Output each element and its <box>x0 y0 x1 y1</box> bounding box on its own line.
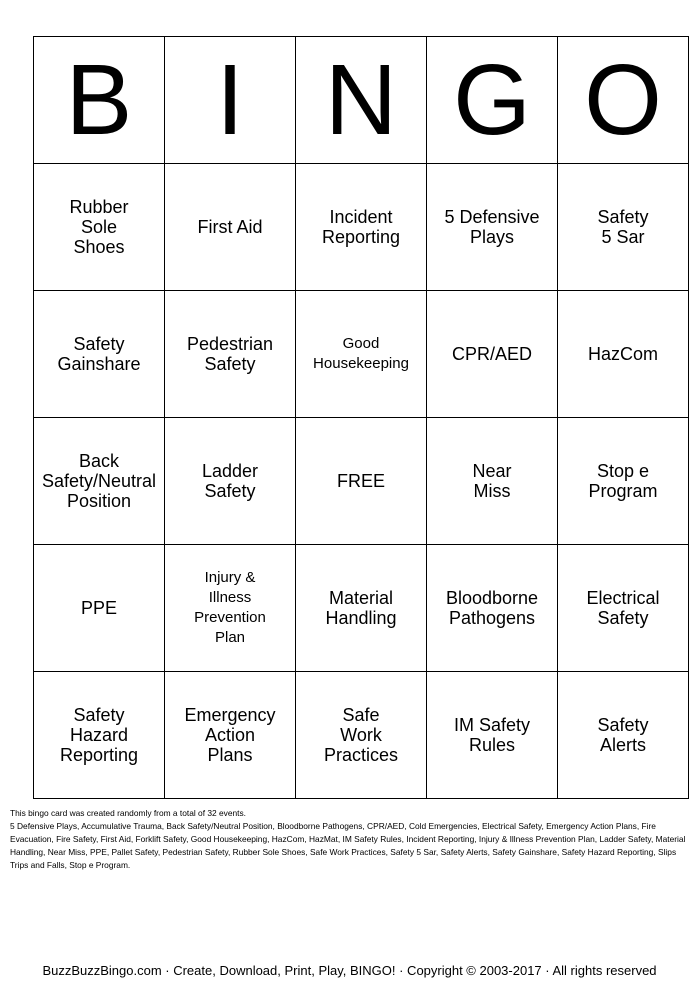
free-space-cell: FREE <box>296 418 427 545</box>
bingo-cell: Ladder Safety <box>165 418 296 545</box>
header-letter-n: N <box>296 37 427 164</box>
card-description-intro: This bingo card was created randomly from a total of 32 events. <box>10 808 247 818</box>
bingo-cell: Injury & Illness Prevention Plan <box>165 545 296 672</box>
bingo-cell: Material Handling <box>296 545 427 672</box>
bingo-cell: Electrical Safety <box>558 545 689 672</box>
card-description <box>10 807 690 872</box>
bingo-cell: Stop e Program <box>558 418 689 545</box>
grid-row-4 <box>34 545 689 672</box>
bingo-cell: Safety Gainshare <box>34 291 165 418</box>
bingo-cell: First Aid <box>165 164 296 291</box>
bingo-cell: Safety 5 Sar <box>558 164 689 291</box>
header-letter-o: O <box>558 37 689 164</box>
event-list: 5 Defensive Plays, Accumulative Trauma, Back Safety/Neutral Position, Bloodborne Pathogens, CPR/AED, Cold Emergencies, Electrical Safety, Emergency Action Plans, Fire Evacuation, Fire Safety, First Aid, Forklift Safety, Good Housekeeping, HazCom, HazMat, IM Safety Rules, Incident Reporting, Injury & Illness Prevention Plan, Ladder Safety, Material Handling, Near Miss, PPE, Pallet Safety, Pedestrian Safety, Rubber Sole Shoes, Safe Work Practices, Safety 5 Sar, Safety Alerts, Safety Gainshare, Safety Hazard Reporting, Slips Trips and Falls, Stop e Program. <box>10 821 686 870</box>
bingo-cell: Pedestrian Safety <box>165 291 296 418</box>
grid-row-1 <box>34 164 689 291</box>
bingo-cell: HazCom <box>558 291 689 418</box>
grid-row-5 <box>34 672 689 799</box>
bingo-cell: Bloodborne Pathogens <box>427 545 558 672</box>
bingo-card <box>33 36 689 799</box>
bingo-cell: PPE <box>34 545 165 672</box>
grid-row-2 <box>34 291 689 418</box>
header-letter-g: G <box>427 37 558 164</box>
header-row <box>34 37 689 164</box>
bingo-cell: Good Housekeeping <box>296 291 427 418</box>
header-letter-b: B <box>34 37 165 164</box>
bingo-cell: CPR/AED <box>427 291 558 418</box>
bingo-cell: Safe Work Practices <box>296 672 427 799</box>
bingo-cell: IM Safety Rules <box>427 672 558 799</box>
bingo-cell: Rubber Sole Shoes <box>34 164 165 291</box>
bingo-cell: Emergency Action Plans <box>165 672 296 799</box>
bingo-cell: Near Miss <box>427 418 558 545</box>
bingo-cell: Safety Hazard Reporting <box>34 672 165 799</box>
bingo-cell: 5 Defensive Plays <box>427 164 558 291</box>
grid-row-3 <box>34 418 689 545</box>
bingo-cell: Safety Alerts <box>558 672 689 799</box>
header-letter-i: I <box>165 37 296 164</box>
footer-credits: BuzzBuzzBingo.com · Create, Download, Print, Play, BINGO! · Copyright © 2003-2017 · All rights reserved <box>42 963 657 978</box>
bingo-cell: Incident Reporting <box>296 164 427 291</box>
bingo-cell: Back Safety/Neutral Position <box>34 418 165 545</box>
